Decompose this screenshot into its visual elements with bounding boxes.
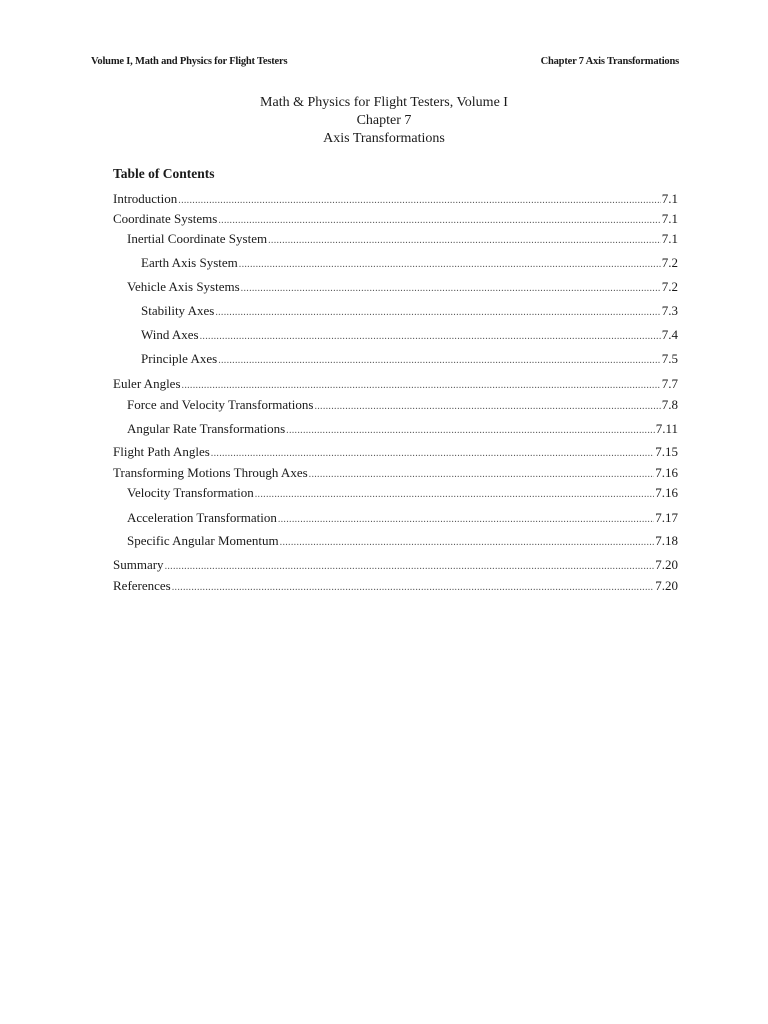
- toc-entry-page: 7.11: [655, 421, 678, 436]
- toc-entry-label: Acceleration Transformation: [127, 510, 277, 525]
- toc-entry-vehicle-axis-systems[interactable]: [127, 279, 678, 297]
- toc-entry-page: 7.2: [661, 279, 678, 294]
- book-title: Math & Physics for Flight Testers, Volume I: [260, 95, 508, 110]
- header-volume-title: Volume I, Math and Physics for Flight Testers: [91, 56, 288, 67]
- toc-entry-euler-angles[interactable]: [113, 376, 678, 394]
- dot-leader: [200, 329, 661, 345]
- toc-entry-page: 7.3: [661, 303, 678, 318]
- toc-entry-flight-path-angles[interactable]: [113, 444, 678, 462]
- toc-entry-specific-angular-momentum[interactable]: [127, 533, 678, 551]
- toc-entry-acceleration-transformation[interactable]: [127, 510, 678, 528]
- dot-leader: [314, 399, 660, 415]
- toc-entry-page: 7.2: [661, 255, 678, 270]
- toc-entry-force-and-velocity-transformations[interactable]: [127, 397, 678, 415]
- chapter-number: Chapter 7: [356, 113, 412, 128]
- toc-entry-page: 7.20: [655, 578, 678, 593]
- dot-leader: [172, 580, 655, 596]
- toc-entry-page: 7.20: [655, 557, 678, 572]
- toc-entry-references[interactable]: [113, 578, 678, 596]
- dot-leader: [182, 378, 661, 394]
- toc-entry-page: 7.1: [661, 191, 678, 206]
- toc-entry-page: 7.5: [661, 351, 678, 366]
- toc-entry-label: References: [113, 578, 171, 593]
- toc-entry-label: Wind Axes: [141, 327, 199, 342]
- chapter-title: Axis Transformations: [323, 131, 445, 146]
- toc-entry-page: 7.4: [661, 327, 678, 342]
- toc-entry-label: Transforming Motions Through Axes: [113, 465, 308, 480]
- dot-leader: [165, 559, 655, 575]
- dot-leader: [268, 233, 661, 249]
- toc-entry-page: 7.17: [655, 510, 678, 525]
- toc-entry-label: Earth Axis System: [141, 255, 238, 270]
- toc-entry-label: Vehicle Axis Systems: [127, 279, 240, 294]
- dot-leader: [241, 281, 661, 297]
- toc-entry-page: 7.18: [655, 533, 678, 548]
- dot-leader: [280, 535, 655, 551]
- toc-entry-label: Velocity Transformation: [127, 485, 254, 500]
- dot-leader: [218, 213, 660, 229]
- toc-entry-label: Stability Axes: [141, 303, 215, 318]
- toc-entry-page: 7.7: [661, 376, 678, 391]
- toc-entry-label: Specific Angular Momentum: [127, 533, 279, 548]
- toc-entry-page: 7.8: [661, 397, 678, 412]
- toc-entry-inertial-coordinate-system[interactable]: [127, 231, 678, 249]
- toc-entry-stability-axes[interactable]: [141, 303, 678, 321]
- dot-leader: [215, 305, 660, 321]
- toc-entry-label: Principle Axes: [141, 351, 218, 366]
- dot-leader: [278, 512, 654, 528]
- toc-entry-label: Force and Velocity Transformations: [127, 397, 314, 412]
- dot-leader: [211, 446, 654, 462]
- dot-leader: [218, 353, 661, 369]
- toc-entry-wind-axes[interactable]: [141, 327, 678, 345]
- toc-entry-label: Summary: [113, 557, 164, 572]
- toc-entry-label: Inertial Coordinate System: [127, 231, 268, 246]
- toc-entry-label: Euler Angles: [113, 376, 181, 391]
- dot-leader: [178, 193, 660, 209]
- dot-leader: [239, 257, 661, 273]
- toc-entry-introduction[interactable]: [113, 191, 678, 209]
- toc-entry-label: Flight Path Angles: [113, 444, 210, 459]
- toc-entry-coordinate-systems[interactable]: [113, 211, 678, 229]
- toc-entry-summary[interactable]: [113, 557, 678, 575]
- toc-entry-transforming-motions-through-axes[interactable]: [113, 465, 678, 483]
- toc-entry-velocity-transformation[interactable]: [127, 485, 678, 503]
- toc-entry-page: 7.15: [655, 444, 678, 459]
- toc-entry-page: 7.16: [655, 465, 678, 480]
- toc-entry-label: Coordinate Systems: [113, 211, 218, 226]
- dot-leader: [309, 467, 655, 483]
- toc-entry-page: 7.1: [661, 231, 678, 246]
- toc-entry-page: 7.1: [661, 211, 678, 226]
- toc-entry-principle-axes[interactable]: [141, 351, 678, 369]
- toc-entry-page: 7.16: [655, 485, 678, 500]
- toc-entry-earth-axis-system[interactable]: [141, 255, 678, 273]
- dot-leader: [286, 423, 655, 439]
- dot-leader: [255, 487, 655, 503]
- toc-heading: Table of Contents: [113, 166, 215, 181]
- header-chapter-title: Chapter 7 Axis Transformations: [540, 56, 679, 67]
- toc-entry-label: Introduction: [113, 191, 178, 206]
- toc-entry-angular-rate-transformations[interactable]: [127, 421, 678, 439]
- toc-entry-label: Angular Rate Transformations: [127, 421, 286, 436]
